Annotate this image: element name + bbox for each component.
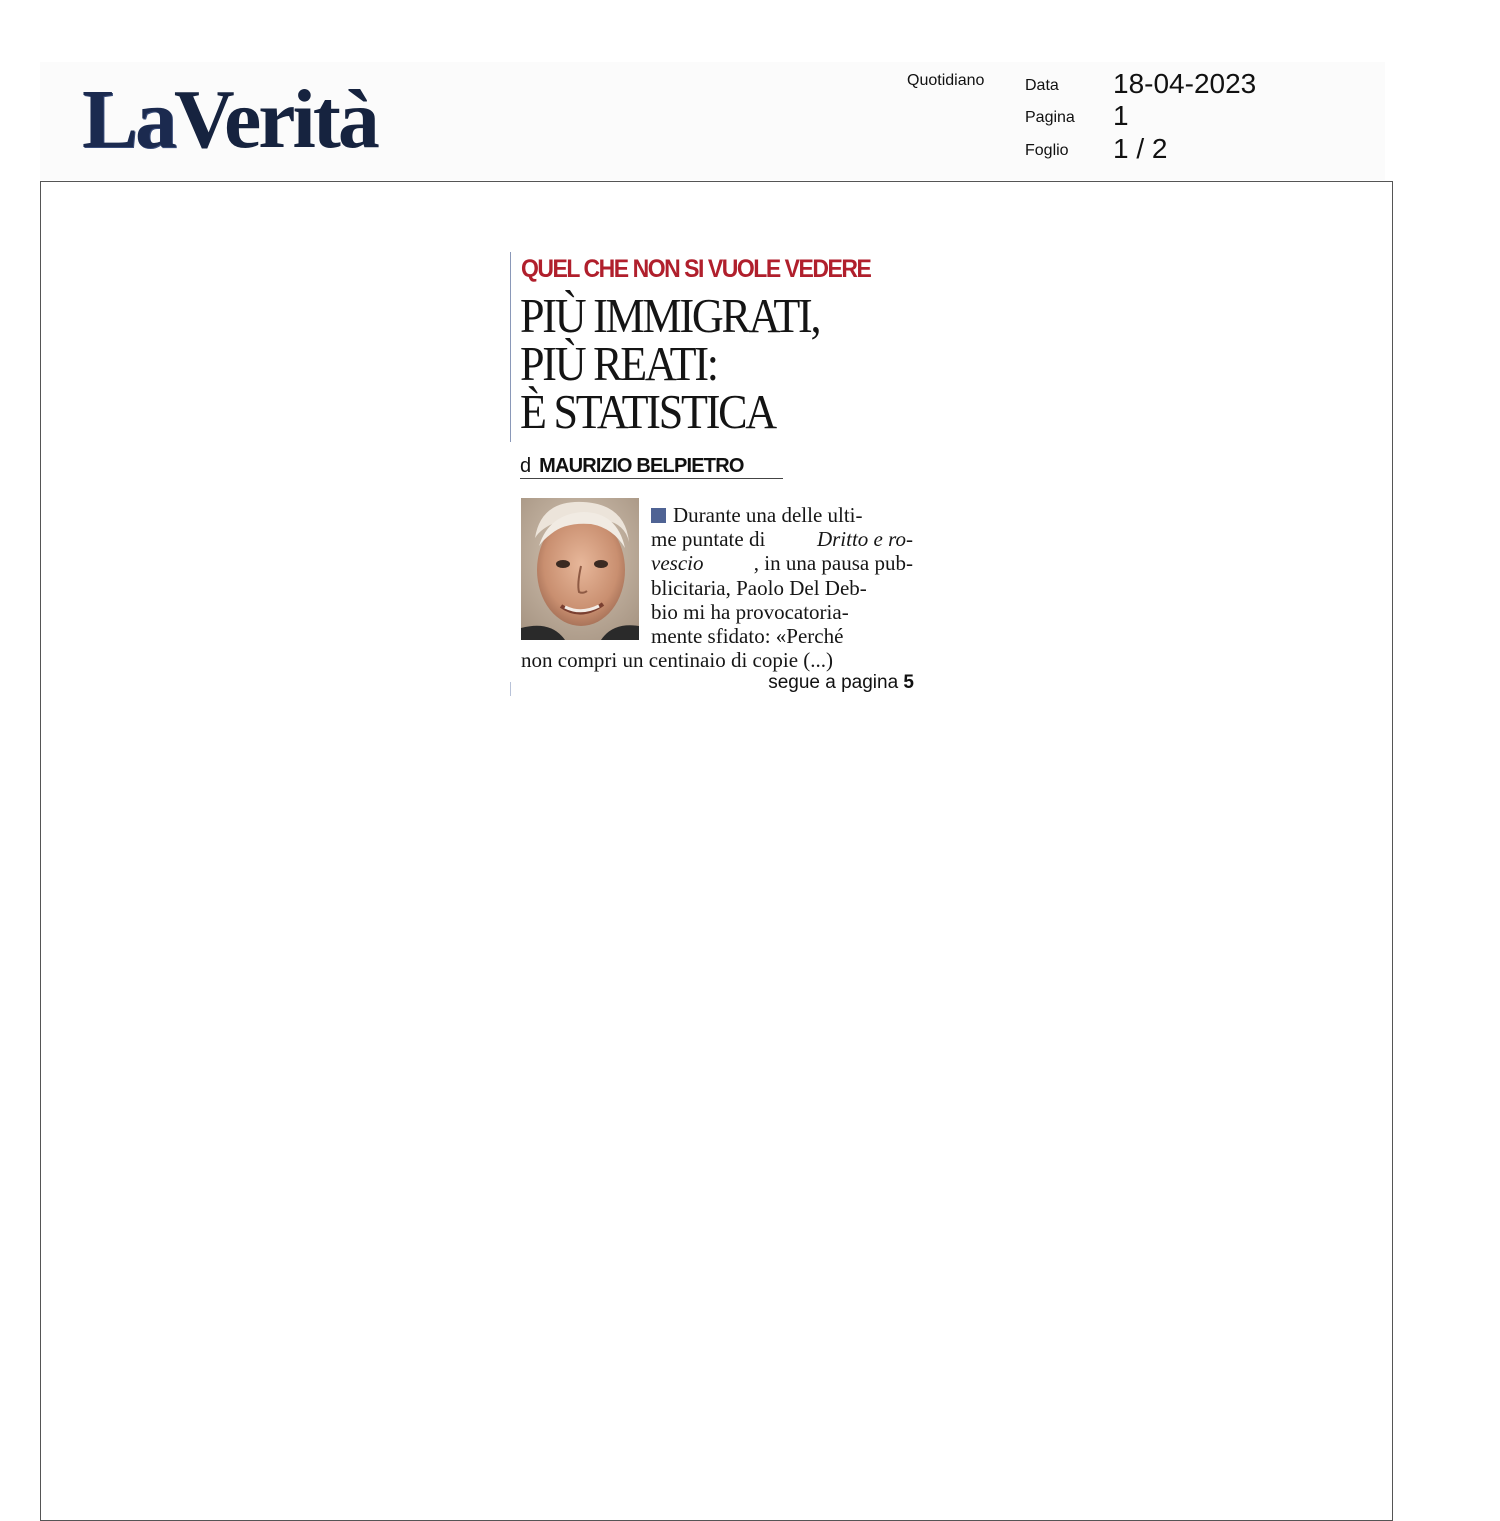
- author-name: MAURIZIO BELPIETRO: [539, 455, 744, 477]
- body-line: blicitaria, Paolo Del Deb-: [651, 575, 867, 600]
- clip-left-rule-low: [510, 682, 511, 696]
- article-body: [521, 503, 913, 672]
- sheet-label: Foglio: [1025, 142, 1069, 159]
- article-kicker: QUEL CHE NON SI VUOLE VEDERE: [521, 255, 871, 283]
- publication-type: Quotidiano: [907, 72, 985, 89]
- clip-left-rule: [510, 252, 511, 442]
- square-bullet-icon: [651, 508, 666, 523]
- page-label: Pagina: [1025, 109, 1075, 126]
- article-clipping: [508, 252, 918, 698]
- body-line: me puntate di Dritto e ro-: [651, 527, 913, 552]
- body-line: non compri un centinaio di copie (...): [521, 648, 833, 673]
- headline-line: È STATISTICA: [520, 384, 775, 439]
- body-line: Durante una delle ulti-: [651, 503, 913, 527]
- continued-page-number: 5: [903, 672, 914, 693]
- body-line: vescio , in una pausa pub-: [651, 551, 913, 576]
- continued-text: segue a pagina: [768, 672, 899, 693]
- masthead-verita: Verità: [174, 73, 377, 166]
- body-line: bio mi ha provocatoria-: [651, 599, 849, 624]
- date-value: 18-04-2023: [1113, 68, 1257, 99]
- byline-underline: [520, 478, 783, 479]
- article-headline: [520, 288, 820, 439]
- newspaper-masthead: [82, 73, 377, 166]
- continued-on-page: [768, 672, 914, 694]
- body-line: mente sfidato: «Perché: [651, 624, 844, 649]
- masthead-la: La: [82, 73, 175, 166]
- article-byline: [520, 455, 744, 478]
- headline-line: PIÙ REATI:: [520, 336, 717, 391]
- page-value: 1: [1113, 100, 1129, 131]
- headline-line: PIÙ IMMIGRATI,: [520, 288, 820, 343]
- date-label: Data: [1025, 77, 1059, 94]
- sheet-value: 1 / 2: [1113, 133, 1168, 164]
- byline-prefix: d: [520, 455, 532, 477]
